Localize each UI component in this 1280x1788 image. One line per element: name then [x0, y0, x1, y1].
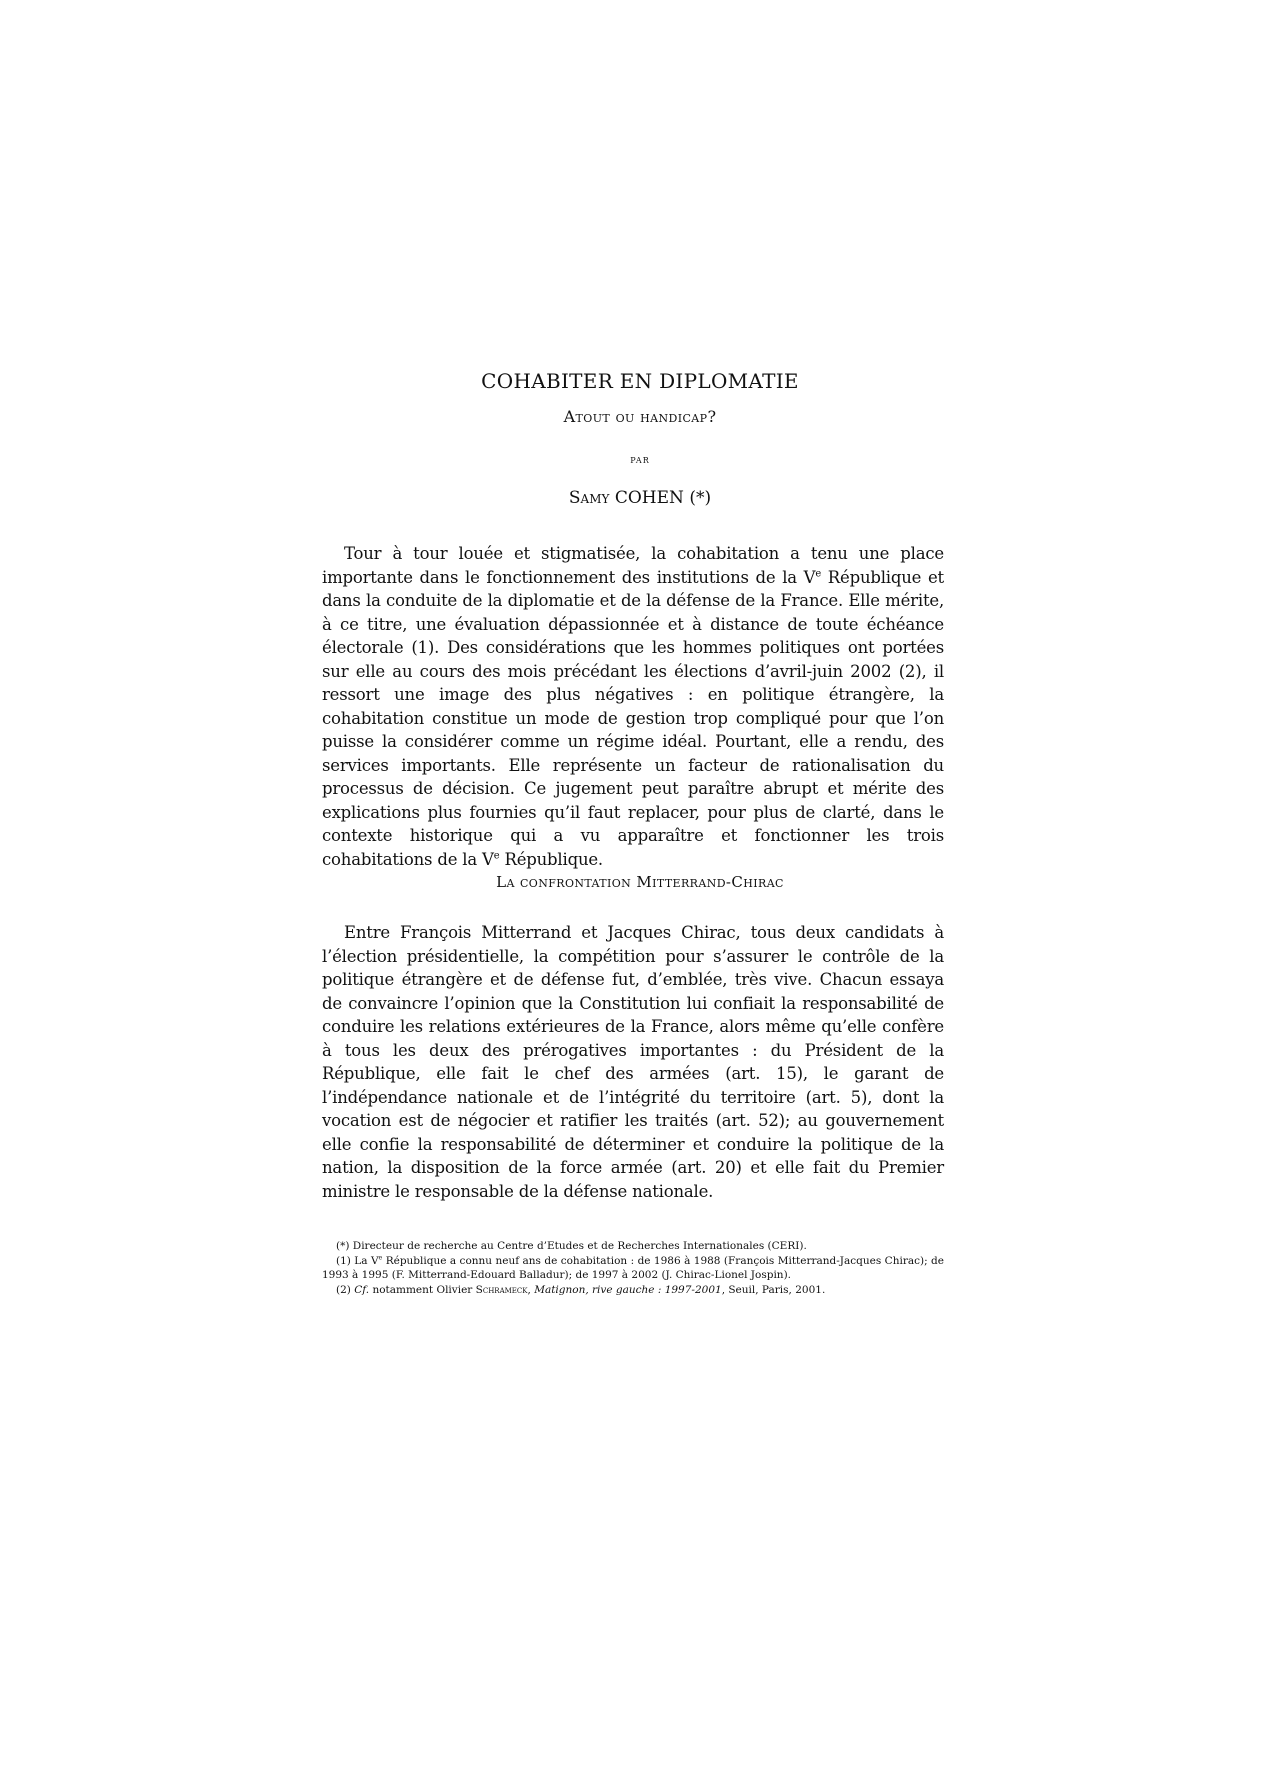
intro-superscript-2: e: [493, 850, 500, 861]
footnote-1: [322, 1254, 944, 1283]
intro-text-b: République et dans la conduite de la diplomatie et de la défense de la France. Elle mérite, à ce titre, une évaluation dépassionnée et à distance de toute échéance électorale (1). Des considérations que les hommes politiques ont portées sur elle au cours des mois précédant les élections d’avril-juin 2002 (2), il ressort une image des plus négatives : en politique étrangère, la cohabitation constitue un mode de gestion trop compliqué pour que l’on puisse la considérer comme un régime idéal. Pourtant, elle a rendu, des services importants. Elle représente un facteur de rationalisation du processus de décision. Ce jugement peut paraître abrupt et mérite des explications plus fournies qu’il faut replacer, pour plus de clarté, dans le contexte historique qui a vu apparaître et fonctionner les trois cohabitations de la V: [322, 567, 944, 869]
byline-par: par: [630, 453, 650, 466]
intro-text-c: République.: [499, 849, 603, 869]
article-title: COHABITER EN DIPLOMATIE: [481, 369, 799, 393]
author-footnote-marker: (*): [689, 488, 712, 508]
footnote-2-text-b: notamment Olivier: [369, 1283, 476, 1296]
footnote-star: (*) Directeur de recherche au Centre d’Etudes et de Recherches Internationales (CERI).: [336, 1240, 807, 1252]
author-line: [0, 488, 1280, 508]
article-subtitle: Atout ou handicap?: [563, 407, 717, 426]
section-heading: La confrontation Mitterrand-Chirac: [496, 873, 784, 891]
intro-paragraph: [322, 542, 944, 871]
footnotes: [322, 1239, 944, 1297]
section-paragraph-block: [322, 921, 944, 1203]
intro-superscript-1: e: [815, 568, 822, 579]
footnote-2-text-c: ,: [527, 1283, 535, 1296]
footnote-1-superscript: e: [378, 1254, 383, 1261]
footnote-2-author: Schrameck: [475, 1283, 528, 1296]
footnote-2-cf: Cf.: [354, 1283, 370, 1296]
footnote-2-text-a: (2): [336, 1283, 355, 1296]
footnote-1-text-b: République a connu neuf ans de cohabitation : de 1986 à 1988 (François Mitterrand-Jacques Chirac); de 1993 à 1995 (F. Mitterrand-Edouard Balladur); de 1997 à 2002 (J. Chirac-Lionel Jospin).: [322, 1254, 944, 1281]
intro-paragraph-block: [322, 542, 944, 871]
author-first-name: Samy: [568, 488, 610, 508]
intro-text-a: Tour à tour louée et stigmatisée, la cohabitation a tenu une place importante dans le fonctionnement des institutions de la V: [322, 544, 944, 587]
footnote-2-book-title: Matignon, rive gauche : 1997-2001: [534, 1283, 722, 1296]
footnote-2-text-d: , Seuil, Paris, 2001.: [721, 1283, 826, 1296]
footnote-1-text-a: (1) La V: [336, 1254, 379, 1267]
footnote-2: [322, 1283, 944, 1298]
author-last-name: COHEN: [614, 488, 684, 508]
section-paragraph: Entre François Mitterrand et Jacques Chirac, tous deux candidats à l’élection présidentielle, la compétition pour s’assurer le contrôle de la politique étrangère et de défense fut, d’emblée, très vive. Chacun essaya de convaincre l’opinion que la Constitution lui confiait la responsabilité de conduire les relations extérieures de la France, alors même qu’elle confère à tous les deux des prérogatives importantes : du Président de la République, elle fait le chef des armées (art. 15), le garant de l’indépendance nationale et de l’intégrité du territoire (art. 5), dont la vocation est de négocier et ratifier les traités (art. 52); au gouvernement elle confie la responsabilité de déterminer et conduire la politique de la nation, la disposition de la force armée (art. 20) et elle fait du Premier ministre le responsable de la défense nationale.: [322, 923, 944, 1201]
